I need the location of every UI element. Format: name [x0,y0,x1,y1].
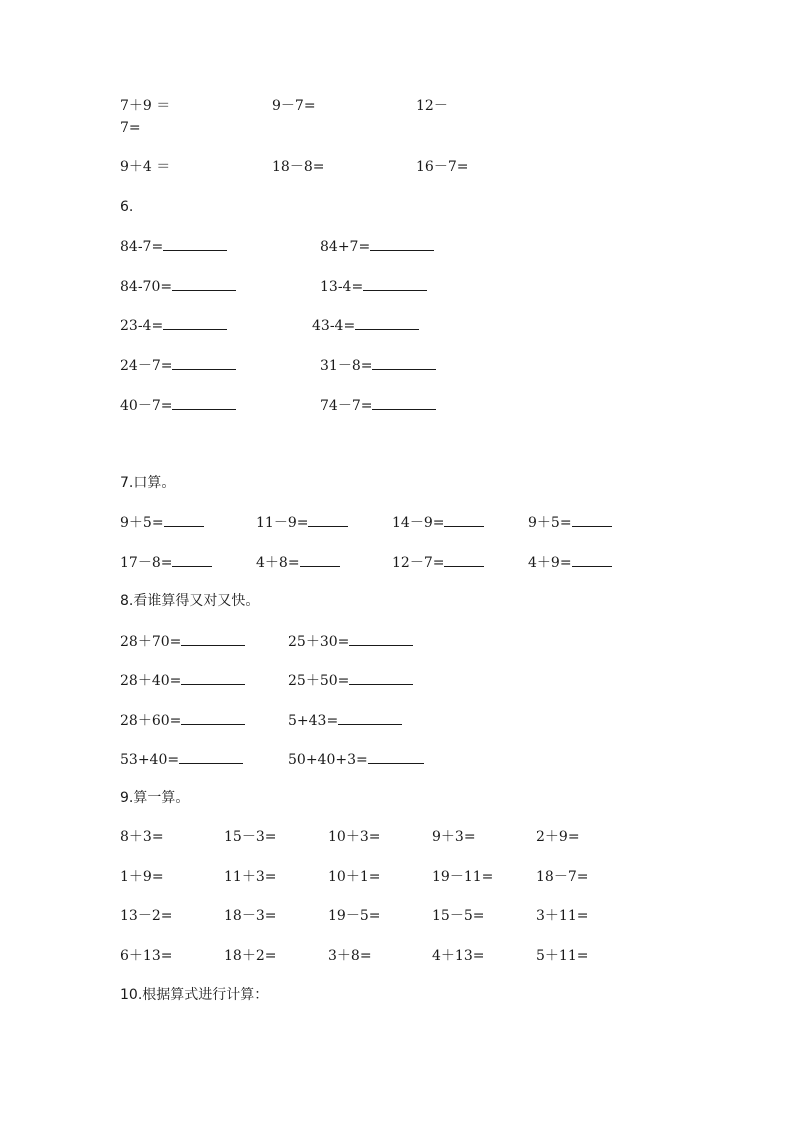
answer-blank[interactable] [355,316,419,330]
problem-text: 28＋60= [120,713,182,729]
problem-with-blank [528,553,612,572]
problem-with-blank [120,671,245,690]
problem-with-blank [392,553,484,572]
problem-with-blank [312,316,419,335]
problem: 13－2= [120,908,173,924]
problem-text: 17－8= [120,555,173,571]
problem: 5＋11= [536,948,589,964]
answer-blank[interactable] [172,396,236,410]
problem-text: 25＋30= [288,634,350,650]
problem: 19－11= [432,869,494,885]
problem-with-blank [288,671,413,690]
answer-blank[interactable] [372,396,436,410]
problem-text: 84-7= [120,239,164,255]
answer-blank[interactable] [172,356,236,370]
problem: 10＋1= [328,869,381,885]
problem-with-blank [120,356,236,375]
answer-blank[interactable] [181,671,245,685]
problem: 16－7= [416,159,469,175]
answer-blank[interactable] [372,356,436,370]
problem-text: 43-4= [312,318,356,334]
problem: 3＋8= [328,948,372,964]
problem-text: 4＋8= [256,555,300,571]
section-title: 10.根据算式进行计算： [120,987,269,1003]
problem-text: 4＋9= [528,555,572,571]
problem-with-blank [320,237,434,256]
problem-with-blank [256,513,348,532]
section-title: 6. [120,199,134,215]
problem-text: 14－9= [392,515,445,531]
answer-blank[interactable] [444,513,484,527]
problem-with-blank [120,553,212,572]
problem: 18－8= [272,159,325,175]
problem-text: 53+40= [120,752,180,768]
problem: 15－5= [432,908,485,924]
problem: 9－7= [272,98,316,114]
problem-text: 40－7= [120,398,173,414]
answer-blank[interactable] [338,711,402,725]
problem-text: 23-4= [120,318,164,334]
problem-text: 74－7= [320,398,373,414]
problem: 8＋3= [120,829,164,845]
answer-blank[interactable] [308,513,348,527]
answer-blank[interactable] [300,553,340,567]
problem-with-blank [392,513,484,532]
problem-text: 12－7= [392,555,445,571]
section-title: 7.口算。 [120,475,176,491]
section-title: 8.看谁算得又对又快。 [120,593,260,609]
problem: 19－5= [328,908,381,924]
problem: 11＋3= [224,869,277,885]
problem-with-blank [120,750,243,769]
answer-blank[interactable] [181,632,245,646]
problem: 2＋9= [536,829,580,845]
answer-blank[interactable] [572,553,612,567]
answer-blank[interactable] [572,513,612,527]
problem: 4＋13= [432,948,485,964]
answer-blank[interactable] [368,750,424,764]
problem: 7＋9 ＝ [120,98,171,114]
problem-text: 9＋5= [120,515,164,531]
answer-blank[interactable] [172,277,236,291]
problem: 3＋11= [536,908,589,924]
problem-with-blank [288,632,413,651]
problem-text: 5+43= [288,713,339,729]
problem: 9＋4 ＝ [120,159,171,175]
answer-blank[interactable] [349,671,413,685]
problem-with-blank [120,632,245,651]
problem-text: 84-70= [120,279,173,295]
problem: 18＋2= [224,948,277,964]
problem-text: 28＋70= [120,634,182,650]
problem-with-blank [120,277,236,296]
answer-blank[interactable] [370,237,434,251]
answer-blank[interactable] [164,513,204,527]
problem-with-blank [120,513,204,532]
problem-text: 24－7= [120,358,173,374]
problem-with-blank [320,277,427,296]
problem-with-blank [120,396,236,415]
problem: 6＋13= [120,948,173,964]
problem-text: 31－8= [320,358,373,374]
answer-blank[interactable] [363,277,427,291]
answer-blank[interactable] [181,711,245,725]
answer-blank[interactable] [179,750,243,764]
problem-with-blank [256,553,340,572]
answer-blank[interactable] [163,316,227,330]
problem-with-blank [320,396,436,415]
problem-text: 13-4= [320,279,364,295]
problem-with-blank [320,356,436,375]
answer-blank[interactable] [444,553,484,567]
problem-text: 50+40+3= [288,752,368,768]
problem-wrap: 7= [120,120,141,136]
answer-blank[interactable] [172,553,212,567]
problem-with-blank [288,711,402,730]
problem-with-blank [120,237,227,256]
problem-with-blank [120,316,227,335]
problem: 15－3= [224,829,277,845]
problem-with-blank [288,750,424,769]
problem-text: 9＋5= [528,515,572,531]
section-title: 9.算一算。 [120,790,190,806]
problem-text: 84+7= [320,239,371,255]
problem-with-blank [528,513,612,532]
answer-blank[interactable] [163,237,227,251]
problem: 18－3= [224,908,277,924]
problem-text: 28＋40= [120,673,182,689]
problem: 12－ [416,98,448,114]
problem-with-blank [120,711,245,730]
problem: 9＋3= [432,829,476,845]
problem: 18－7= [536,869,589,885]
problem: 1＋9= [120,869,164,885]
problem: 10＋3= [328,829,381,845]
answer-blank[interactable] [349,632,413,646]
problem-text: 11－9= [256,515,309,531]
problem-text: 25＋50= [288,673,350,689]
